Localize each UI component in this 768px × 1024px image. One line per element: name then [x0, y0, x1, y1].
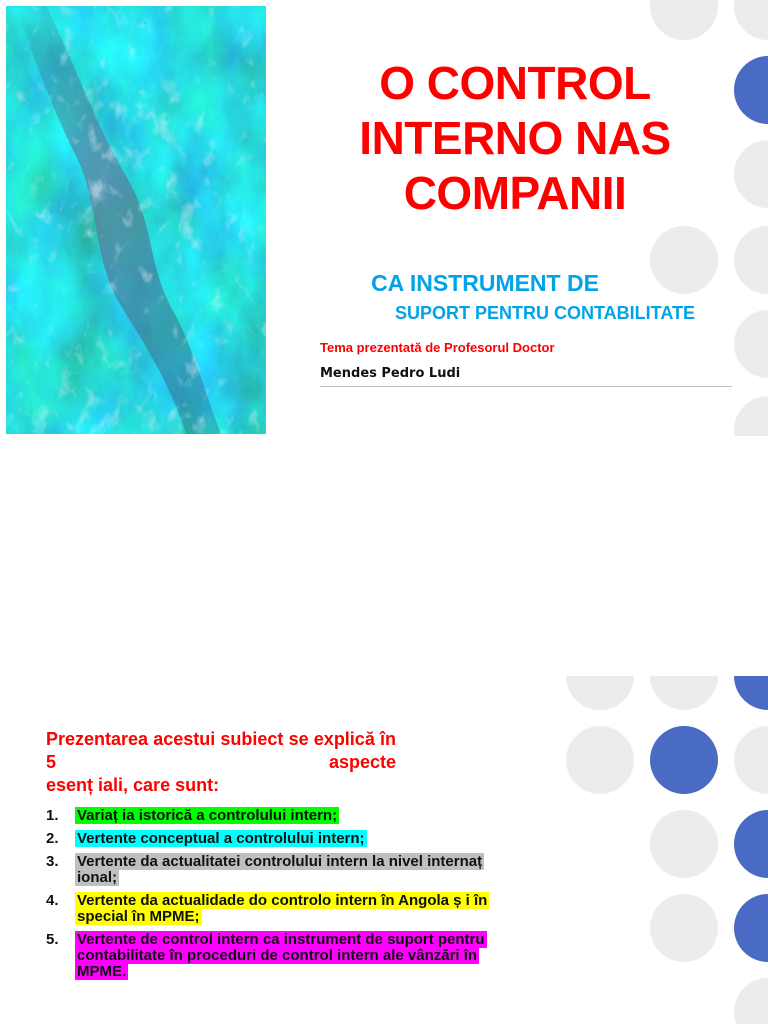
agenda-slide	[0, 676, 768, 1024]
list-number: 1.	[46, 807, 59, 824]
list-item-text: Variaț ia istorică a controlului intern;	[77, 807, 338, 824]
list-item	[46, 854, 502, 886]
list-item	[46, 893, 502, 925]
agenda-intro	[46, 728, 396, 797]
list-number: 4.	[46, 892, 59, 909]
abstract-green-landscape-image	[6, 6, 266, 434]
agenda-intro-line: se explică în 5 aspecte	[46, 729, 396, 772]
list-item	[46, 831, 502, 847]
list-item-text: Vertente da actualidade do controlo intern în Angola ș i în special în MPME;	[77, 892, 488, 925]
subtitle-line-2: SUPORT PENTRU CONTABILITATE	[395, 303, 695, 323]
agenda-intro-line: esenț iali, care sunt:	[46, 775, 220, 795]
list-number: 2.	[46, 830, 59, 847]
presenter-name: Mendes Pedro Ludi	[320, 366, 461, 381]
title-slide	[0, 0, 768, 436]
list-number: 5.	[46, 931, 59, 948]
subtitle-line-1: CA INSTRUMENT DE	[371, 270, 599, 296]
list-item-text: Vertente conceptual a controlului intern;	[77, 830, 365, 847]
list-item-text: Vertente da actualitatei controlului intern la nivel internaț ional;	[77, 853, 483, 886]
aspect-list	[46, 808, 502, 987]
list-item	[46, 808, 502, 824]
list-number: 3.	[46, 853, 59, 870]
presentation-title: O CONTROL INTERNO NAS COMPANII	[359, 57, 671, 219]
list-item	[46, 932, 502, 980]
divider	[320, 386, 732, 387]
presenter-label: Tema prezentată de Profesorul Doctor	[320, 340, 555, 355]
list-item-text: Vertente de control intern ca instrument de suport pentru contabilitate în proceduri de control intern ale vânzări în MPME.	[77, 931, 485, 980]
agenda-intro-line: Prezentarea acestui subiect	[46, 729, 284, 749]
